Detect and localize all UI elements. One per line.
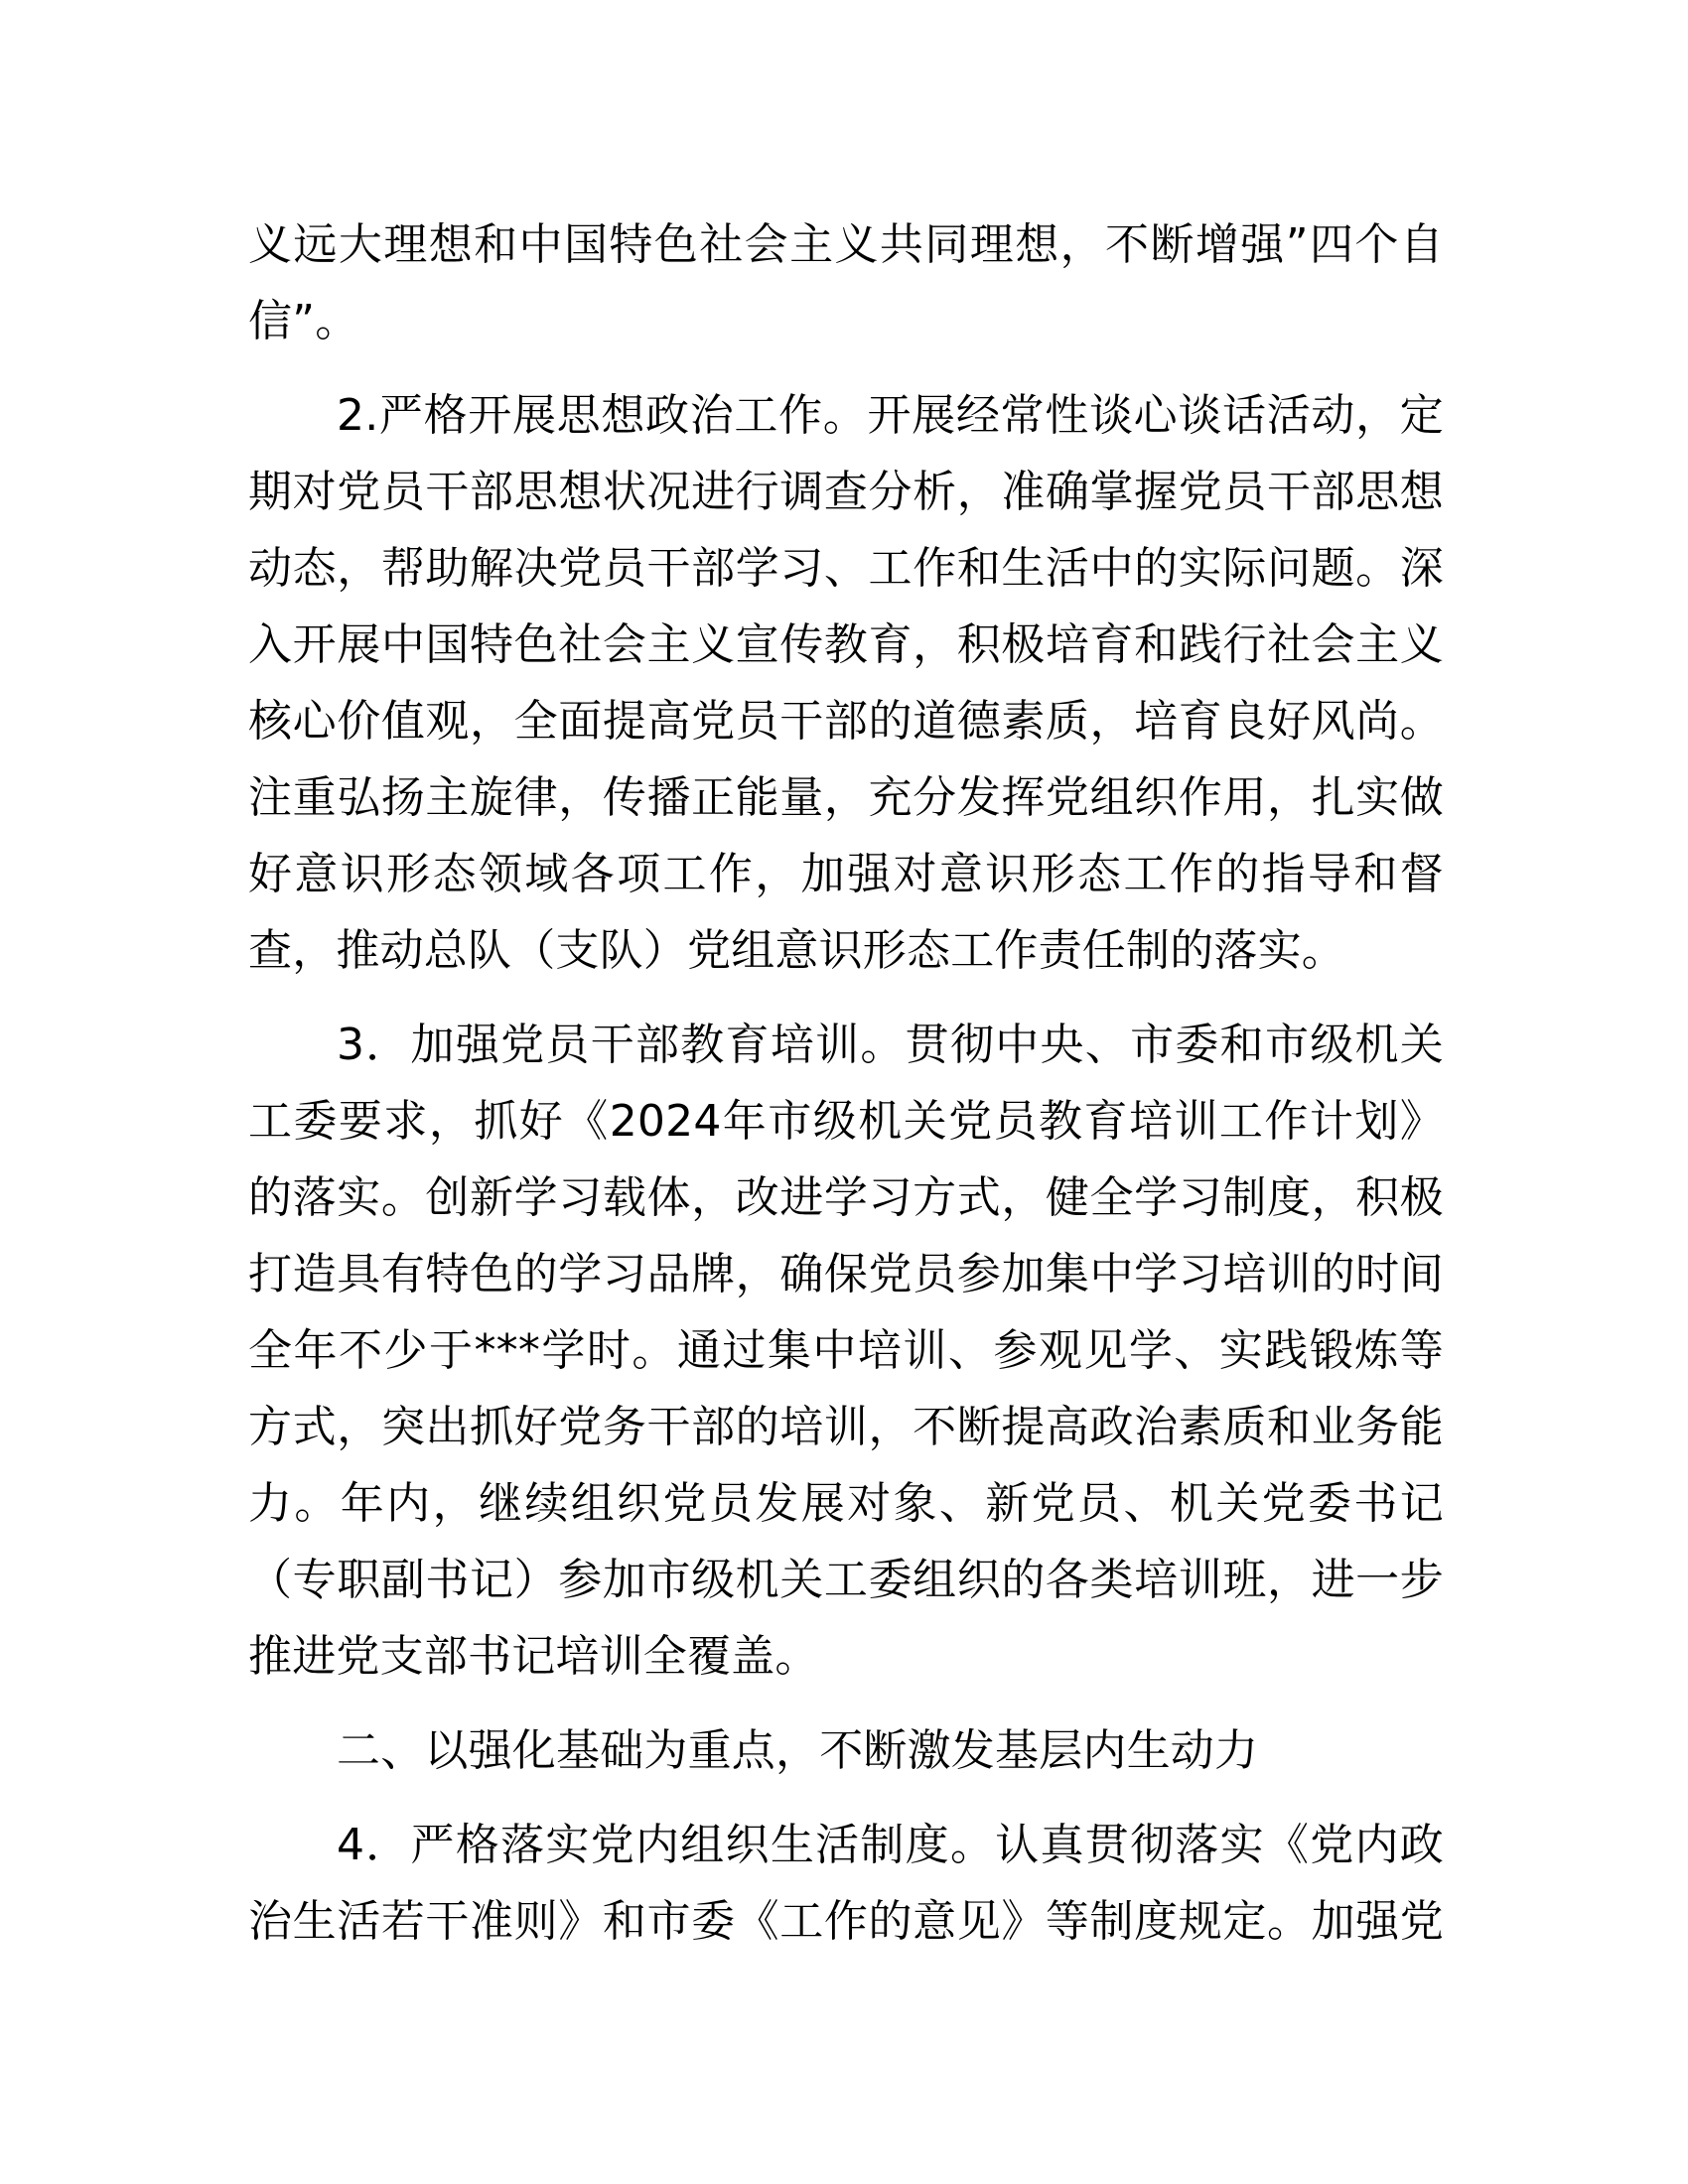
text-line: 期对党员干部思想状况进行调查分析，准确掌握党员干部思想: [248, 467, 1444, 517]
text-line: 核心价值观，全面提高党员干部的道德素质，培育良好风尚。: [248, 696, 1444, 747]
text-line: 4．严格落实党内组织生活制度。认真贯彻落实《党内政: [337, 1820, 1444, 1870]
paragraph-continuation: [248, 206, 1444, 359]
section-heading: [248, 1712, 1444, 1789]
section-heading-text: 二、以强化基础为重点，不断激发基层内生动力: [337, 1725, 1259, 1776]
text-line: 3．加强党员干部教育培训。贯彻中央、市委和市级机关: [337, 1020, 1444, 1070]
text-line: 工委要求，抓好《2024年市级机关党员教育培训工作计划》: [248, 1096, 1444, 1147]
text-line: 力。年内，继续组织党员发展对象、新党员、机关党委书记: [248, 1478, 1444, 1529]
text-line: 注重弘扬主旋律，传播正能量，充分发挥党组织作用，扎实做: [248, 772, 1444, 823]
text-line: 打造具有特色的学习品牌，确保党员参加集中学习培训的时间: [248, 1249, 1444, 1299]
document-page: [248, 206, 1444, 1978]
text-line: 信”。: [248, 296, 359, 346]
text-line: 推进党支部书记培训全覆盖。: [248, 1631, 819, 1682]
text-line: （专职副书记）参加市级机关工委组织的各类培训班，进一步: [248, 1555, 1444, 1605]
text-line: 入开展中国特色社会主义宣传教育，积极培育和践行社会主义: [248, 619, 1444, 670]
text-line: 治生活若干准则》和市委《工作的意见》等制度规定。加强党: [248, 1896, 1444, 1947]
paragraph-4-organizational-life: [248, 1807, 1444, 1960]
text-line: 方式，突出抓好党务干部的培训，不断提高政治素质和业务能: [248, 1402, 1444, 1452]
text-line: 2.严格开展思想政治工作。开展经常性谈心谈话活动，定: [337, 390, 1444, 441]
paragraph-3-education-training: [248, 1007, 1444, 1695]
text-line: 的落实。创新学习载体，改进学习方式，健全学习制度，积极: [248, 1172, 1444, 1223]
text-line: 好意识形态领域各项工作，加强对意识形态工作的指导和督: [248, 849, 1444, 899]
text-line: 查，推动总队（支队）党组意识形态工作责任制的落实。: [248, 925, 1345, 976]
text-line: 全年不少于***学时。通过集中培训、参观见学、实践锻炼等: [248, 1325, 1444, 1376]
paragraph-2-ideological-work: [248, 377, 1444, 989]
text-line: 义远大理想和中国特色社会主义共同理想，不断增强”四个自: [248, 219, 1444, 270]
text-line: 动态，帮助解决党员干部学习、工作和生活中的实际问题。深: [248, 543, 1444, 594]
